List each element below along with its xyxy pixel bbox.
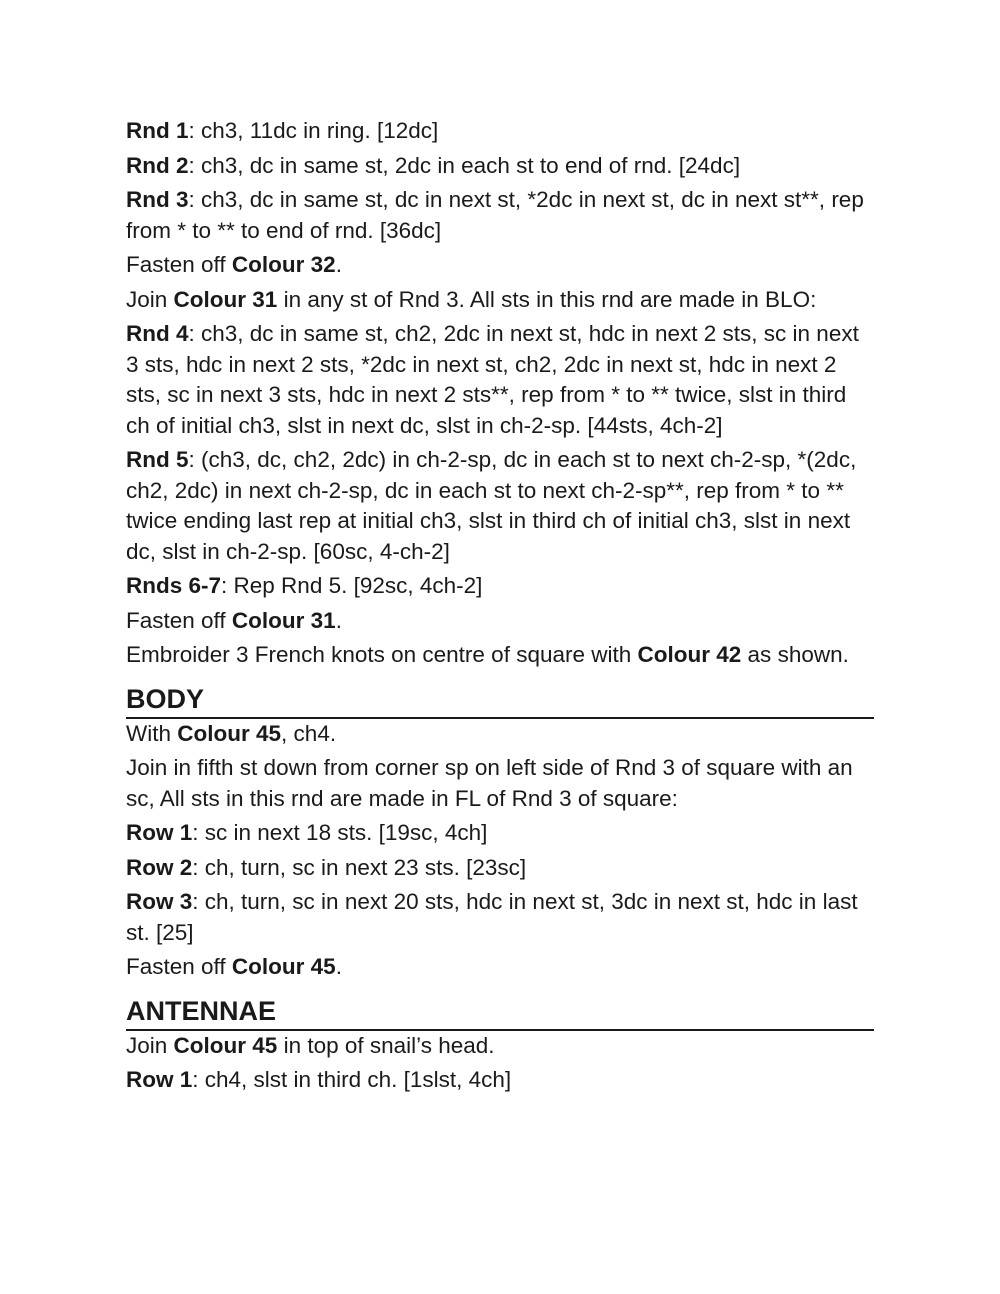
instruction-paragraph (126, 640, 874, 671)
instruction-text: Join in fifth st down from corner sp on left side of Rnd 3 of square with an sc, All sts in this rnd are made in FL of Rnd 3 of square: (126, 755, 853, 811)
instruction-paragraph (126, 319, 874, 441)
instruction-paragraph (126, 753, 874, 814)
instruction-text: : sc in next 18 sts. [19sc, 4ch] (192, 820, 488, 845)
instruction-text: . (335, 252, 342, 277)
instruction-paragraph (126, 952, 874, 983)
instruction-paragraph (126, 285, 874, 316)
instruction-paragraph (126, 445, 874, 567)
bold-term: Colour 45 (173, 1032, 278, 1058)
instruction-paragraph (126, 250, 874, 281)
bold-term: Row 2 (126, 854, 193, 880)
instruction-text: . (335, 607, 342, 633)
instruction-paragraph (126, 571, 874, 602)
instruction-text: in top of snail’s head. (277, 1032, 495, 1058)
bold-term: Colour 45 (231, 954, 336, 979)
instruction-text: in any st of Rnd 3. All sts in this rnd are made in BLO: (277, 286, 817, 312)
instruction-paragraph (126, 1031, 874, 1062)
bold-term: Rnd 5 (126, 447, 189, 472)
instruction-text: . (335, 954, 342, 979)
instruction-text: : (ch3, dc, ch2, 2dc) in ch-2-sp, dc in each st to next ch-2-sp, *(2dc, ch2, 2dc) in next ch-2-sp, dc in each st to next ch-2-sp**, rep from * to ** twice ending last rep at initial ch3, slst in third ch of initial ch3, slst in next dc, slst in ch-2-sp. [60sc, 4-ch-2] (126, 447, 857, 564)
instruction-text: Fasten off (126, 252, 232, 277)
bold-term: Rnd 4 (126, 321, 189, 346)
bold-term: Rnds 6-7 (126, 573, 222, 598)
bold-term: Colour 45 (177, 720, 282, 746)
instruction-paragraph (126, 151, 874, 182)
bold-term: Row 1 (126, 1067, 193, 1092)
instruction-text: Join (126, 1032, 174, 1058)
bold-term: Rnd 2 (126, 152, 189, 178)
instruction-text: as shown. (741, 642, 849, 667)
instruction-text: : ch3, dc in same st, 2dc in each st to end of rnd. [24dc] (188, 152, 741, 178)
instruction-text: : ch3, dc in same st, dc in next st, *2dc in next st, dc in next st**, rep from * to ** to end of rnd. [36dc] (126, 187, 864, 243)
instruction-text: Fasten off (126, 954, 232, 979)
instruction-text: , ch4. (281, 720, 337, 746)
instruction-text: : ch3, 11dc in ring. [12dc] (188, 118, 439, 143)
bold-term: Row 3 (126, 889, 193, 914)
instruction-paragraph (126, 853, 874, 884)
instruction-paragraph (126, 887, 874, 948)
instruction-paragraph (126, 719, 874, 750)
bold-term: Colour 31 (173, 286, 278, 312)
instruction-paragraph (126, 606, 874, 637)
instruction-text: Join (126, 286, 174, 312)
instruction-text: : ch4, slst in third ch. [1slst, 4ch] (192, 1067, 512, 1092)
bold-term: Rnd 3 (126, 187, 189, 212)
bold-term: Colour 31 (231, 607, 336, 633)
bold-term: Rnd 1 (126, 118, 189, 143)
instruction-paragraph (126, 116, 874, 147)
instruction-text: Embroider 3 French knots on centre of square with (126, 642, 638, 667)
instruction-text: : ch, turn, sc in next 20 sts, hdc in next st, 3dc in next st, hdc in last st. [25] (126, 889, 858, 945)
instruction-text: Fasten off (126, 607, 232, 633)
section-heading-body: BODY (126, 683, 874, 719)
instruction-text: : ch, turn, sc in next 23 sts. [23sc] (192, 854, 527, 880)
body-instructions (126, 719, 874, 983)
instruction-text: : Rep Rnd 5. [92sc, 4ch-2] (221, 573, 483, 598)
instruction-paragraph (126, 185, 874, 246)
section-heading-antennae: ANTENNAE (126, 995, 874, 1031)
antennae-instructions (126, 1031, 874, 1096)
bold-term: Row 1 (126, 820, 193, 845)
instruction-paragraph (126, 1065, 874, 1096)
instruction-paragraph (126, 818, 874, 849)
square-instructions (126, 116, 874, 671)
instruction-text: With (126, 720, 178, 746)
pattern-page (126, 116, 874, 1100)
bold-term: Colour 42 (637, 642, 742, 667)
bold-term: Colour 32 (231, 252, 336, 277)
instruction-text: : ch3, dc in same st, ch2, 2dc in next st, hdc in next 2 sts, sc in next 3 sts, hdc in next 2 sts, *2dc in next st, ch2, 2dc in next st, hdc in next 2 sts, sc in next 3 sts, hdc in next 2 sts**, rep from * to ** twice, slst in third ch of initial ch3, slst in next dc, slst in ch-2-sp. [44sts, 4ch-2] (126, 321, 859, 438)
